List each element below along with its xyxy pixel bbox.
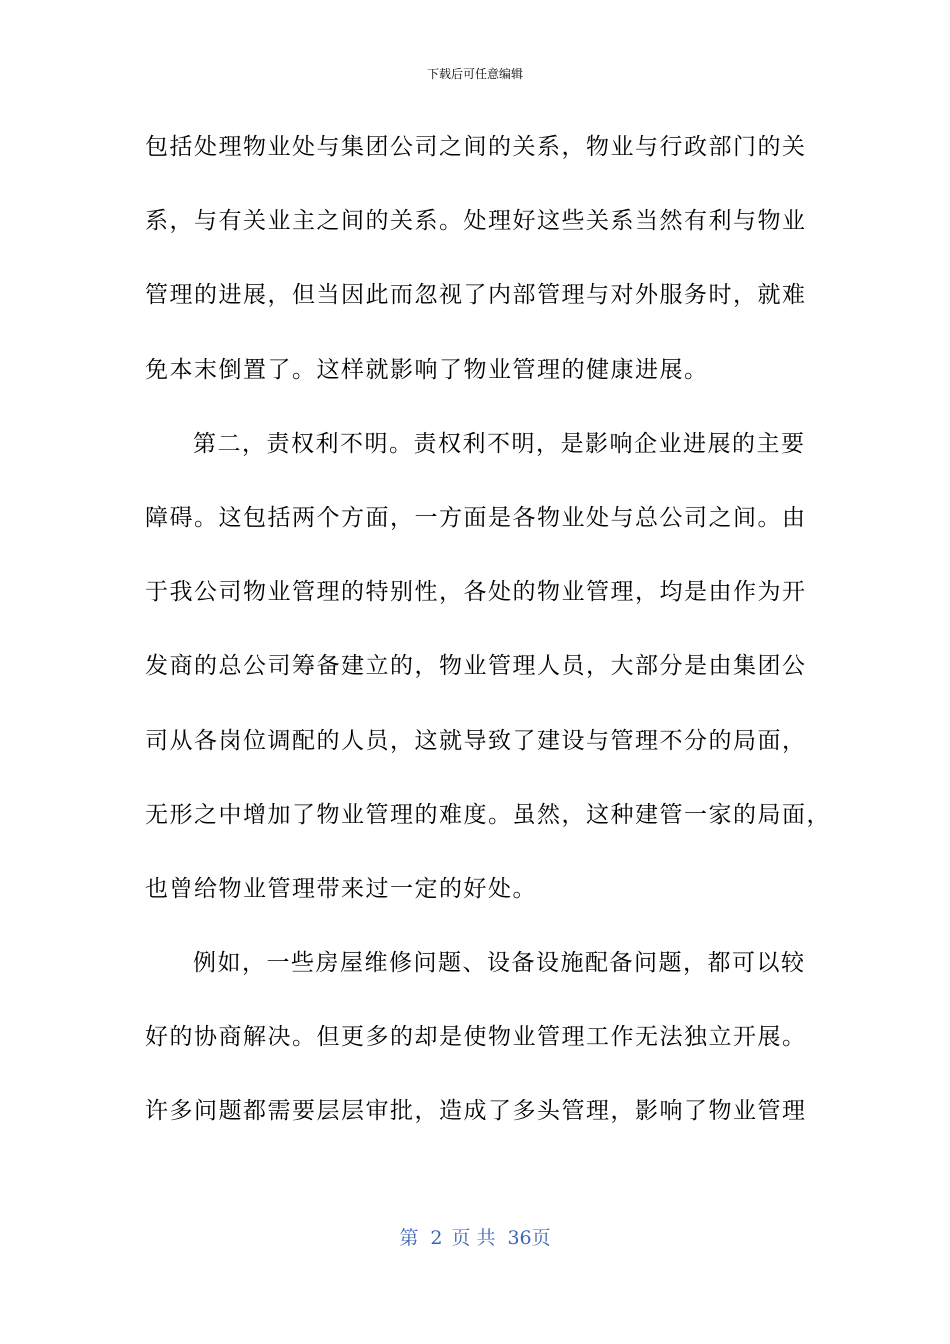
page-header — [0, 66, 950, 82]
text-line-2: 系，与有关业主之间的关系。处理好这些关系当然有利与物业 — [145, 208, 807, 235]
text-line-8: 发商的总公司筹备建立的，物业管理人员，大部分是由集团公 — [145, 653, 807, 680]
footer-total-pages: 36 — [507, 1227, 532, 1249]
header-text: 下载后可任意编辑 — [426, 67, 523, 81]
text-line-5: 第二，责权利不明。责权利不明，是影响企业进展的主要 — [193, 430, 806, 457]
text-line-7: 于我公司物业管理的特别性，各处的物业管理，均是由作为开 — [145, 579, 807, 606]
text-line-11: 也曾给物业管理带来过一定的好处。 — [145, 875, 537, 902]
footer-suffix: 页 — [531, 1227, 551, 1249]
text-line-3: 管理的进展，但当因此而忽视了内部管理与对外服务时，就难 — [145, 282, 807, 309]
text-line-9: 司从各岗位调配的人员，这就导致了建设与管理不分的局面， — [145, 727, 807, 754]
footer-page-number: 2 — [430, 1227, 443, 1249]
text-line-4: 免本末倒置了。这样就影响了物业管理的健康进展。 — [145, 356, 709, 383]
page-footer — [0, 1226, 950, 1250]
text-line-13: 好的协商解决。但更多的却是使物业管理工作无法独立开展。 — [145, 1024, 807, 1051]
text-line-10: 无形之中增加了物业管理的难度。虽然，这种建管一家的局面， — [145, 801, 831, 828]
footer-middle: 页 共 — [451, 1227, 496, 1249]
text-line-12: 例如，一些房屋维修问题、设备设施配备问题，都可以较 — [193, 950, 806, 977]
text-line-1: 包括处理物业处与集团公司之间的关系，物业与行政部门的关 — [145, 134, 807, 160]
text-line-14: 许多问题都需要层层审批，造成了多头管理，影响了物业管理 — [145, 1098, 807, 1125]
text-line-6: 障碍。这包括两个方面，一方面是各物业处与总公司之间。由 — [145, 504, 807, 531]
document-body — [145, 122, 831, 1161]
footer-prefix: 第 — [399, 1227, 419, 1249]
